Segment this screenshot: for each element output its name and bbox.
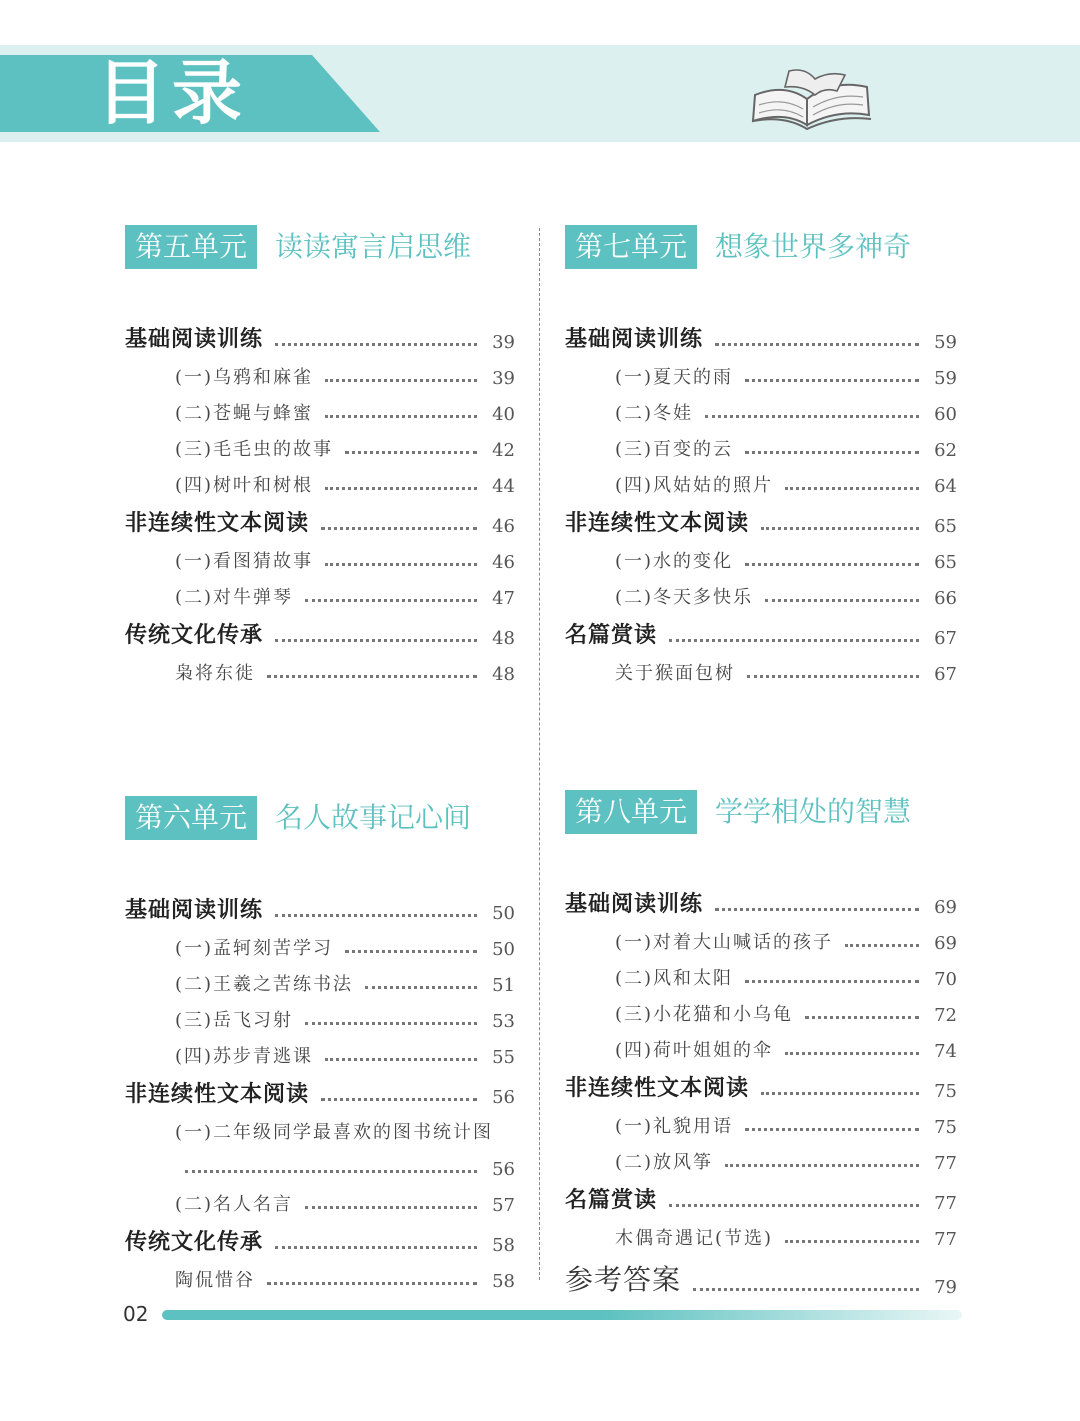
toc-page-number: 67 (934, 664, 957, 685)
unit-6-section (125, 796, 515, 1292)
toc-section-row[interactable] (125, 613, 515, 649)
unit-5-section (125, 225, 515, 685)
toc-entry-row[interactable] (565, 954, 957, 990)
toc-entry-title: 非连续性文本阅读 (125, 1081, 310, 1107)
toc-entry-title: (三)毛毛虫的故事 (175, 439, 334, 460)
page-number: 02 (123, 1302, 149, 1326)
dot-leader (725, 1164, 919, 1167)
toc-section-row[interactable] (565, 317, 957, 353)
toc-page-number: 53 (492, 1011, 515, 1032)
toc-section-row[interactable] (125, 501, 515, 537)
toc-section-row[interactable] (125, 1072, 515, 1108)
toc-entry-row[interactable] (125, 960, 515, 996)
toc-entry-row[interactable] (565, 990, 957, 1026)
toc-page-number: 75 (934, 1117, 957, 1138)
dot-leader (745, 980, 919, 983)
toc-page-number: 39 (492, 332, 515, 353)
toc-entry-title: 传统文化传承 (125, 622, 264, 648)
toc-entry-row[interactable] (565, 537, 957, 573)
toc-entry-title: (四)风姑姑的照片 (615, 475, 774, 496)
dot-leader (305, 1206, 477, 1209)
toc-entry-row[interactable] (125, 353, 515, 389)
toc-page-number: 46 (492, 552, 515, 573)
toc-entry-row[interactable] (565, 353, 957, 389)
dot-leader (321, 1098, 477, 1101)
toc-entry-title: (二)对牛弹琴 (175, 587, 294, 608)
toc-page-number: 74 (934, 1041, 957, 1062)
toc-entry-title: (一)夏天的雨 (615, 367, 734, 388)
toc-section-row[interactable] (565, 613, 957, 649)
dot-leader (275, 639, 477, 642)
toc-entry-row[interactable] (125, 649, 515, 685)
toc-entry-title: (三)岳飞习射 (175, 1010, 294, 1031)
toc-answers-row[interactable] (565, 1252, 957, 1298)
toc-page-number: 77 (934, 1193, 957, 1214)
dot-leader (761, 527, 919, 530)
toc-entry-title: 非连续性文本阅读 (565, 1075, 750, 1101)
dot-leader (669, 639, 919, 642)
toc-page-number: 70 (934, 969, 957, 990)
toc-page-number: 69 (934, 933, 957, 954)
toc-entry-title: (一)看图猜故事 (175, 551, 314, 572)
toc-page-number: 59 (934, 368, 957, 389)
dot-leader (345, 950, 477, 953)
toc-page-number: 42 (492, 440, 515, 461)
dot-leader (325, 487, 477, 490)
toc-entry-title: (三)百变的云 (615, 439, 734, 460)
dot-leader (275, 914, 477, 917)
toc-section-row[interactable] (565, 1066, 957, 1102)
unit-7-section (565, 225, 957, 685)
dot-leader (325, 1058, 477, 1061)
toc-entry-row[interactable] (125, 389, 515, 425)
dot-leader (185, 1170, 477, 1173)
toc-entry-title: 木偶奇遇记(节选) (615, 1228, 774, 1249)
dot-leader (805, 1016, 919, 1019)
unit-title: 学学相处的智慧 (715, 795, 912, 828)
toc-entry-row[interactable] (125, 1108, 515, 1144)
dot-leader (761, 1092, 919, 1095)
toc-entry-title: (二)冬天多快乐 (615, 587, 754, 608)
toc-entry-title: 基础阅读训练 (125, 326, 264, 352)
toc-page-number: 57 (492, 1195, 515, 1216)
dot-leader (267, 1282, 477, 1285)
toc-page-number: 51 (492, 975, 515, 996)
toc-page-number: 60 (934, 404, 957, 425)
toc-section-row[interactable] (565, 1178, 957, 1214)
toc-entry-row[interactable] (125, 1180, 515, 1216)
dot-leader (745, 379, 919, 382)
toc-entry-title: (三)小花猫和小乌龟 (615, 1004, 794, 1025)
toc-entry-row[interactable] (565, 389, 957, 425)
toc-section-row[interactable] (125, 888, 515, 924)
toc-entry-title: 参考答案 (565, 1263, 682, 1296)
dot-leader (845, 944, 919, 947)
toc-page-number: 64 (934, 476, 957, 497)
toc-page-number: 77 (934, 1229, 957, 1250)
toc-entry-title: 名篇赏读 (565, 1187, 658, 1213)
toc-entry-row[interactable] (565, 425, 957, 461)
toc-entry-title: 非连续性文本阅读 (565, 510, 750, 536)
toc-section-row[interactable] (125, 1220, 515, 1256)
toc-entry-row[interactable] (565, 1214, 957, 1250)
toc-entry-title: (二)冬娃 (615, 403, 694, 424)
dot-leader (765, 599, 919, 602)
dot-leader (747, 675, 919, 678)
unit-header (125, 225, 515, 269)
toc-entry-row[interactable] (565, 649, 957, 685)
unit-title: 读读寓言启思维 (275, 230, 472, 263)
unit-label: 第五单元 (125, 225, 257, 269)
toc-page-number: 55 (492, 1047, 515, 1068)
dot-leader (325, 379, 477, 382)
toc-entry-row[interactable] (125, 537, 515, 573)
dot-leader (745, 451, 919, 454)
toc-entry-row[interactable] (125, 461, 515, 497)
toc-page-number: 39 (492, 368, 515, 389)
dot-leader (785, 1052, 919, 1055)
toc-page-number: 66 (934, 588, 957, 609)
toc-entry-row[interactable] (125, 996, 515, 1032)
toc-entry-row[interactable] (565, 918, 957, 954)
toc-section-row[interactable] (565, 501, 957, 537)
toc-page-number: 58 (492, 1235, 515, 1256)
toc-entry-title: 关于猴面包树 (615, 663, 735, 684)
toc-page-number: 72 (934, 1005, 957, 1026)
toc-page-number: 47 (492, 588, 515, 609)
toc-entry-title: (二)放风筝 (615, 1152, 714, 1173)
unit-header (565, 225, 957, 269)
dot-leader (267, 675, 477, 678)
unit-label: 第八单元 (565, 790, 697, 834)
toc-entry-title: (一)礼貌用语 (615, 1116, 734, 1137)
toc-page-number: 56 (492, 1159, 515, 1180)
toc-page-number: 62 (934, 440, 957, 461)
toc-entry-title: 陶侃惜谷 (175, 1270, 255, 1291)
toc-entry-title: 基础阅读训练 (125, 897, 264, 923)
toc-page-number: 46 (492, 516, 515, 537)
toc-page-number: 48 (492, 628, 515, 649)
toc-entry-title: (一)对着大山喊话的孩子 (615, 932, 834, 953)
dot-leader (321, 527, 477, 530)
toc-page-number: 50 (492, 903, 515, 924)
dot-leader (715, 343, 919, 346)
toc-entry-row[interactable] (565, 1138, 957, 1174)
toc-entry-row[interactable] (125, 924, 515, 960)
open-book-icon (745, 65, 875, 131)
toc-entry-title: 传统文化传承 (125, 1229, 264, 1255)
toc-entry-title: (二)王羲之苦练书法 (175, 974, 354, 995)
toc-page-number: 40 (492, 404, 515, 425)
toc-entry-row[interactable] (565, 1026, 957, 1062)
toc-entry-title: (四)荷叶姐姐的伞 (615, 1040, 774, 1061)
toc-entry-row[interactable] (565, 461, 957, 497)
toc-entry-title: (四)树叶和树根 (175, 475, 314, 496)
toc-entry-row[interactable] (125, 1032, 515, 1068)
toc-entry-row[interactable] (125, 425, 515, 461)
toc-page-number: 59 (934, 332, 957, 353)
dot-leader (305, 599, 477, 602)
dot-leader (275, 1246, 477, 1249)
toc-page-number: 44 (492, 476, 515, 497)
toc-page-number: 65 (934, 552, 957, 573)
unit-label: 第七单元 (565, 225, 697, 269)
dot-leader (705, 415, 919, 418)
toc-entry-title: (一)二年级同学最喜欢的图书统计图 (175, 1122, 494, 1143)
dot-leader (325, 563, 477, 566)
dot-leader (745, 563, 919, 566)
toc-page-number: 58 (492, 1271, 515, 1292)
toc-entry-row[interactable] (565, 573, 957, 609)
toc-entry-title: 基础阅读训练 (565, 326, 704, 352)
unit-header (565, 790, 957, 834)
unit-title: 名人故事记心间 (275, 801, 472, 834)
toc-page-number: 69 (934, 897, 957, 918)
unit-header (125, 796, 515, 840)
toc-section-row[interactable] (125, 317, 515, 353)
dot-leader (669, 1204, 919, 1207)
dot-leader (785, 487, 919, 490)
toc-entry-row[interactable] (125, 1256, 515, 1292)
dot-leader (305, 1022, 477, 1025)
column-divider (539, 228, 540, 1280)
page-title: 目录 (96, 52, 248, 134)
footer-bar (162, 1310, 962, 1320)
unit-8-section (565, 790, 957, 1298)
toc-page-number: 65 (934, 516, 957, 537)
dot-leader (693, 1288, 919, 1291)
toc-entry-title: 名篇赏读 (565, 622, 658, 648)
toc-page-number: 75 (934, 1081, 957, 1102)
toc-entry-title: 非连续性文本阅读 (125, 510, 310, 536)
toc-entry-title: 基础阅读训练 (565, 891, 704, 917)
unit-title: 想象世界多神奇 (715, 230, 912, 263)
toc-entry-title: (一)水的变化 (615, 551, 734, 572)
toc-entry-title: (二)苍蝇与蜂蜜 (175, 403, 314, 424)
dot-leader (715, 908, 919, 911)
dot-leader (275, 343, 477, 346)
dot-leader (325, 415, 477, 418)
toc-page-number: 50 (492, 939, 515, 960)
toc-entry-title: (一)乌鸦和麻雀 (175, 367, 314, 388)
toc-entry-title: (二)风和太阳 (615, 968, 734, 989)
toc-page-number: 56 (492, 1087, 515, 1108)
dot-leader (745, 1128, 919, 1131)
dot-leader (365, 986, 477, 989)
dot-leader (345, 451, 477, 454)
toc-section-row[interactable] (565, 882, 957, 918)
toc-page-number: 67 (934, 628, 957, 649)
toc-entry-row[interactable] (125, 573, 515, 609)
toc-entry-row[interactable] (565, 1102, 957, 1138)
toc-page-number: 77 (934, 1153, 957, 1174)
toc-entry-title: (一)孟轲刻苦学习 (175, 938, 334, 959)
toc-entry-title: 枭将东徙 (175, 663, 255, 684)
toc-page-number: 79 (934, 1277, 957, 1298)
toc-entry-row[interactable] (125, 1144, 515, 1180)
toc-page-number: 48 (492, 664, 515, 685)
toc-entry-title: (二)名人名言 (175, 1194, 294, 1215)
dot-leader (785, 1240, 919, 1243)
unit-label: 第六单元 (125, 796, 257, 840)
toc-entry-title: (四)苏步青逃课 (175, 1046, 314, 1067)
